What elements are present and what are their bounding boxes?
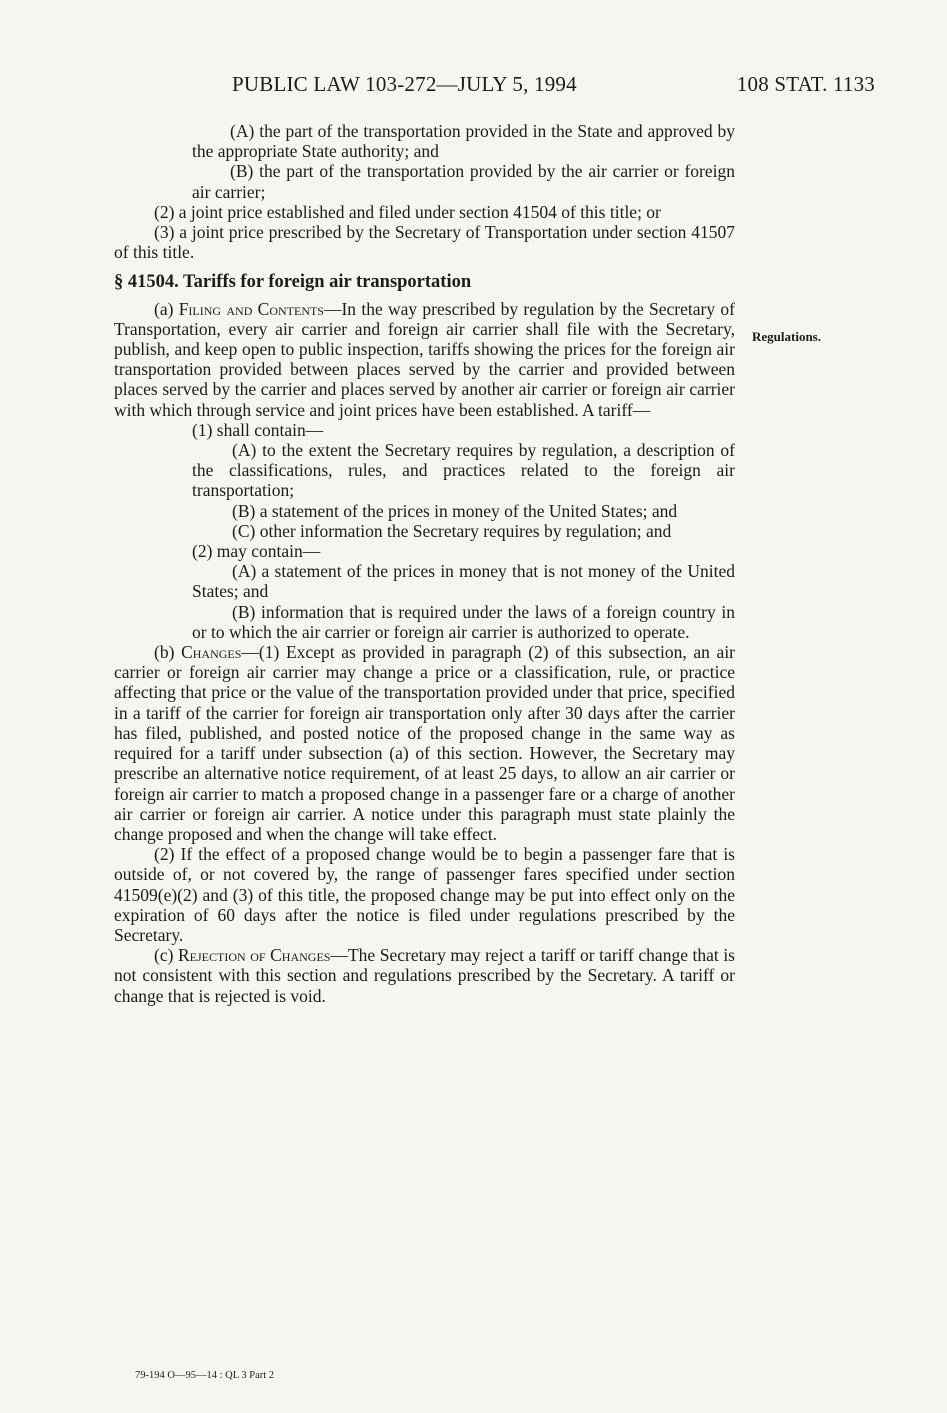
subsection-a-caption: Filing and Contents (178, 298, 324, 319)
subsection-c: (c) Rejection of Changes—The Secretary may reject a tariff or tariff change that is not consistent with this section and regulations prescribed by the Secretary. A tariff or change that is rejected is void. (114, 945, 735, 1006)
paragraph-cont-2: (2) a joint price established and filed under section 41504 of this title; or (154, 201, 661, 222)
paragraph-cont-B: (B) the part of the transportation provided by the air carrier or foreign air carrier; (192, 161, 735, 202)
law-title: PUBLIC LAW 103-272—JULY 5, 1994 (232, 72, 577, 96)
paragraph-a2A: (A) a statement of the prices in money that is not money of the United States; and (192, 561, 735, 602)
paragraph-b2: (2) If the effect of a proposed change would be to begin a passenger fare that is outside of, or not covered by, the range of passenger fares specified under section 41509(e)(2) and (3) of this title, the proposed change may be put into effect only on the expiration of 60 days after the notice is filed under regulations prescribed by the Secretary. (114, 844, 735, 945)
subsection-c-text: —The Secretary may reject a tariff or tariff change that is not consistent with this section and regulations prescribed by the Secretary. A tariff or change that is rejected is void. (114, 945, 735, 1006)
subsection-a-text: —In the way prescribed by regulation by the Secretary of Transportation, every air carrier and foreign air carrier shall file with the Secretary, publish, and keep open to public inspection, tariffs showing the prices for the foreign air transportation provided between places served by the carrier and provided between places served by the carrier and places served by another air carrier or foreign air carrier with which through service and joint prices have been established. A tariff— (114, 298, 735, 420)
printer-footer: 79-194 O—95—14 : QL 3 Part 2 (135, 1370, 275, 1381)
paragraph-a1A: (A) to the extent the Secretary requires by regulation, a description of the classifications, rules, and practices related to the foreign air transportation; (192, 440, 735, 501)
paragraph-a2: (2) may contain— (192, 541, 321, 562)
subsection-c-caption: Rejection of Changes (178, 945, 331, 966)
document-body (114, 121, 735, 1006)
stat-page-number: 108 STAT. 1133 (736, 72, 875, 96)
paragraph-cont-A: (A) the part of the transportation provided in the State and approved by the appropriate State authority; and (192, 121, 735, 162)
paragraph-a2B: (B) information that is required under the laws of a foreign country in or to which the air carrier or foreign air carrier is authorized to operate. (192, 601, 735, 642)
margin-note-regulations: Regulations. (752, 329, 821, 344)
paragraph-a1C: (C) other information the Secretary requires by regulation; and (232, 520, 672, 541)
section-heading: § 41504. Tariffs for foreign air transportation (114, 272, 472, 293)
paragraph-cont-3: (3) a joint price prescribed by the Secretary of Transportation under section 41507 of this title. (114, 222, 735, 263)
paragraph-a1B: (B) a statement of the prices in money of the United States; and (232, 500, 678, 521)
paragraph-a1: (1) shall contain— (192, 419, 324, 440)
subsection-b-caption: Changes (181, 642, 242, 663)
subsection-b: (b) Changes—(1) Except as provided in paragraph (2) of this subsection, an air carrier or foreign air carrier may change a price or a classification, rule, or practice affecting that price or the value of the transportation provided under that price, specified in a tariff of the carrier for foreign air transportation only after 30 days after the carrier has filed, published, and posted notice of the proposed change in the same way as required for a tariff under subsection (a) of this section. However, the Secretary may prescribe an alternative notice requirement, of at least 25 days, to allow an air carrier or foreign air carrier to match a proposed change in a passenger fare or a charge of another air carrier or foreign air carrier. A notice under this paragraph must state plainly the change proposed and when the change will take effect. (114, 642, 736, 844)
subsection-b-text: —(1) Except as provided in paragraph (2) of this subsection, an air carrier or foreign air carrier may change a price or a classification, rule, or practice affecting that price or the value of the transportation provided under that price, specified in a tariff of the carrier for foreign air transportation only after 30 days after the carrier has filed, published, and posted notice of the proposed change in the same way as required for a tariff under subsection (a) of this section. However, the Secretary may prescribe an alternative notice requirement, of at least 25 days, to allow an air carrier or foreign air carrier to match a proposed change in a passenger fare or a charge of another air carrier or foreign air carrier. A notice under this paragraph must state plainly the change proposed and when the change will take effect. (114, 642, 736, 844)
subsection-a: (a) Filing and Contents—In the way prescribed by regulation by the Secretary of Transportation, every air carrier and foreign air carrier shall file with the Secretary, publish, and keep open to public inspection, tariffs showing the prices for the foreign air transportation provided between places served by the carrier and provided between places served by the carrier and places served by another air carrier or foreign air carrier with which through service and joint prices have been established. A tariff— (114, 298, 735, 420)
